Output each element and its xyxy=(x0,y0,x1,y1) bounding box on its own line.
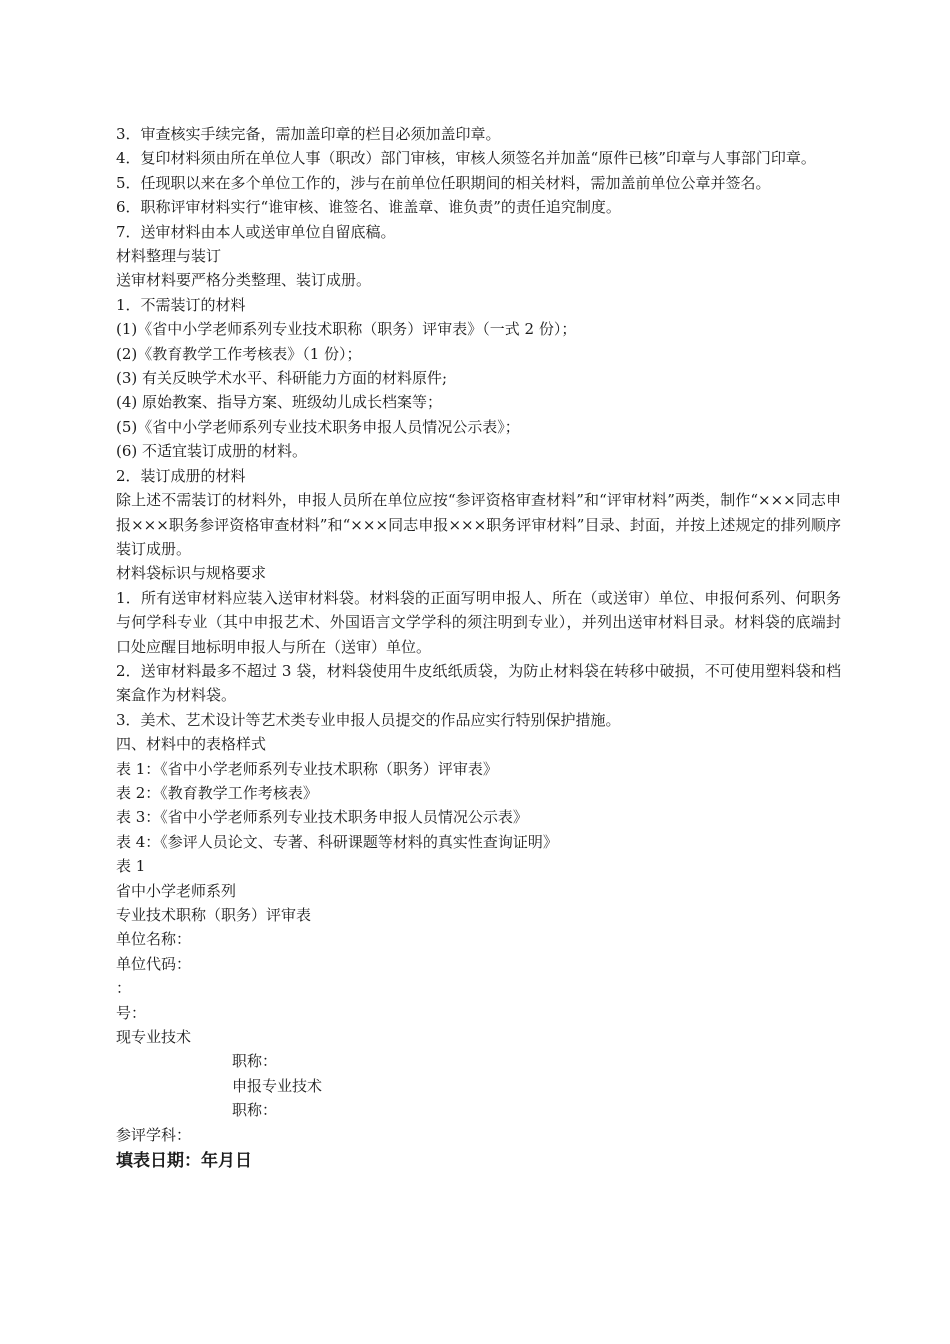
unit-name-field: 单位名称： xyxy=(116,930,192,949)
review-item-4: 4．复印材料须由所在单位人事（职改）部门审核，审核人须签名并加盖“原件已核”印章与人事部门印章。 xyxy=(116,149,816,168)
bound-text: 除上述不需装订的材料外，申报人员所在单位应按“参评资格审查材料”和“评审材料”两类，制作“×××同志申报×××职务参评资格审查材料”和“×××同志申报×××职务评审材料”目录、封面，并按上述规定的排列顺序装订成册。 xyxy=(116,491,841,558)
review-item-5: 5．任现职以来在多个单位工作的，涉与在前单位任职期间的相关材料，需加盖前单位公章并签名。 xyxy=(116,173,771,192)
apply-title-field: 职称： xyxy=(232,1101,278,1120)
current-title-label: 现专业技术 xyxy=(116,1028,192,1047)
subject-field: 参评学科： xyxy=(116,1125,192,1144)
fill-date-field: 填表日期：年月日 xyxy=(116,1151,252,1172)
unit-code-field: 单位代码： xyxy=(116,954,192,973)
binding-intro: 送审材料要严格分类整理、装订成册。 xyxy=(116,271,372,290)
table1-title-line2: 专业技术职称（职务）评审表 xyxy=(116,906,312,924)
document-page xyxy=(116,122,841,1173)
forms-heading: 四、材料中的表格样式 xyxy=(116,735,267,754)
form-list-item: 表 1：《省中小学老师系列专业技术职称（职务）评审表》 xyxy=(116,759,498,778)
unbound-heading: 1．不需装订的材料 xyxy=(116,295,246,314)
apply-title-label: 申报专业技术 xyxy=(232,1076,323,1095)
bags-heading: 材料袋标识与规格要求 xyxy=(116,564,267,583)
unbound-item: (4) 原始教案、指导方案、班级幼儿成长档案等； xyxy=(116,393,443,412)
table1-title-line1: 省中小学老师系列 xyxy=(116,881,237,900)
review-item-3: 3．审查核实手续完备，需加盖印章的栏目必须加盖印章。 xyxy=(116,125,501,143)
bags-item-1: 1．所有送审材料应装入送审材料袋。材料袋的正面写明申报人、所在（或送审）单位、申报何系列、何职务与何学科专业（其中申报艺术、外国语言文学学科的须注明到专业），并列出送审材料目录。材料袋的底端封口处应醒目地标明申报人与所在（送审）单位。 xyxy=(116,588,841,656)
form-list-item: 表 2：《教育教学工作考核表》 xyxy=(116,783,318,802)
unbound-item: (2)《教育教学工作考核表》（1 份）； xyxy=(116,344,362,363)
review-item-7: 7．送审材料由本人或送审单位自留底稿。 xyxy=(116,222,396,241)
bags-item-3: 3．美术、艺术设计等艺术类专业申报人员提交的作品应实行特别保护措施。 xyxy=(116,710,621,729)
unbound-item: (3) 有关反映学术水平、科研能力方面的材料原件; xyxy=(116,369,448,388)
review-item-6: 6．职称评审材料实行“谁审核、谁签名、谁盖章、谁负责”的责任追究制度。 xyxy=(116,198,621,217)
bags-item-2: 2．送审材料最多不超过 3 袋，材料袋使用牛皮纸纸质袋，为防止材料袋在转移中破损，不可使用塑料袋和档案盒作为材料袋。 xyxy=(116,661,841,705)
colon-field: ： xyxy=(116,979,132,998)
table1-label: 表 1 xyxy=(116,857,146,876)
form-list-item: 表 3：《省中小学老师系列专业技术职务申报人员情况公示表》 xyxy=(116,808,528,827)
binding-heading: 材料整理与装订 xyxy=(116,247,222,266)
bound-heading: 2．装订成册的材料 xyxy=(116,466,246,485)
form-list-item: 表 4：《参评人员论文、专著、科研课题等材料的真实性查询证明》 xyxy=(116,832,558,851)
unbound-item: (6) 不适宜装订成册的材料。 xyxy=(116,442,308,461)
unbound-item: (5)《省中小学老师系列专业技术职务申报人员情况公示表》； xyxy=(116,417,520,436)
current-title-field: 职称： xyxy=(232,1052,278,1071)
number-field: 号： xyxy=(116,1003,147,1022)
unbound-item: (1)《省中小学老师系列专业技术职称（职务）评审表》（一式 2 份）； xyxy=(116,320,577,339)
